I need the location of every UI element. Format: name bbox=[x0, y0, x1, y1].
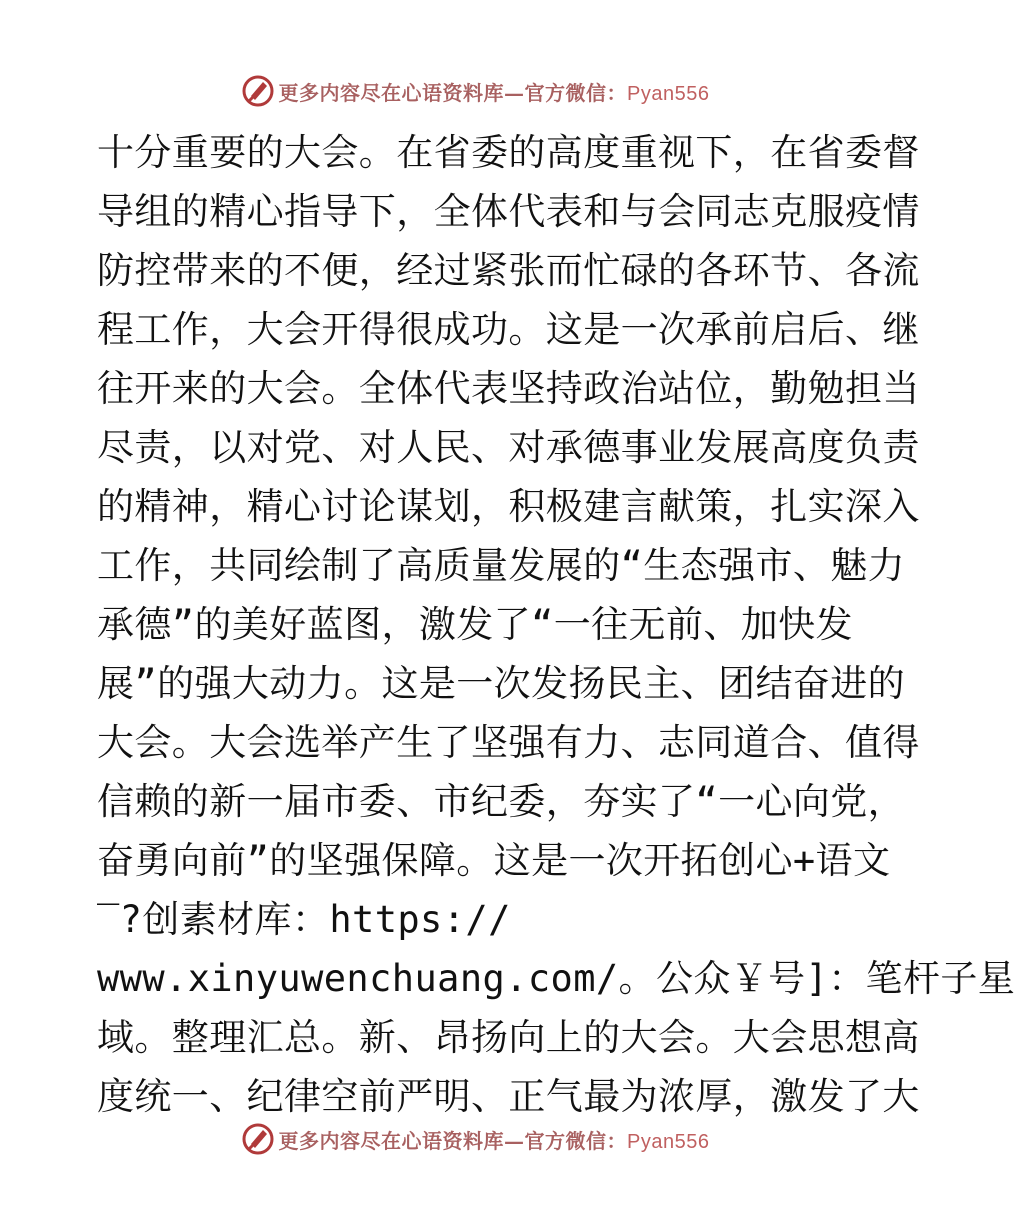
body-line: 十分重要的大会。在省委的高度重视下，在省委督 bbox=[97, 131, 920, 174]
header-banner-label: 更多内容尽在心语资料库—官方微信： bbox=[278, 80, 628, 105]
brand-logo-icon bbox=[241, 74, 275, 108]
body-line: 导组的精心指导下，全体代表和与会同志克服疫情 bbox=[97, 190, 920, 233]
footer-banner-label: 更多内容尽在心语资料库—官方微信： bbox=[278, 1128, 628, 1153]
footer-banner-text bbox=[279, 1125, 710, 1154]
body-line: 奋勇向前”的坚强保障。这是一次开拓创心+语文 bbox=[97, 839, 891, 882]
document-body bbox=[97, 123, 1015, 1126]
body-line: 往开来的大会。全体代表坚持政治站位，勤勉担当 bbox=[97, 367, 920, 410]
brand-logo-icon bbox=[241, 1122, 275, 1156]
body-line: 的精神，精心讨论谋划，积极建言献策，扎实深入 bbox=[97, 485, 920, 528]
body-line: 防控带来的不便，经过紧张而忙碌的各环节、各流 bbox=[97, 249, 920, 292]
body-line: 程工作，大会开得很成功。这是一次承前启后、继 bbox=[97, 308, 920, 351]
footer-wechat-id: Pyan556 bbox=[627, 1130, 710, 1153]
body-line: 承德”的美好蓝图，激发了“一往无前、加快发 bbox=[97, 603, 853, 646]
header-banner-text bbox=[279, 77, 710, 106]
header-banner bbox=[0, 71, 950, 111]
body-line: 展”的强大动力。这是一次发扬民主、团结奋进的 bbox=[97, 662, 906, 705]
body-line: 信赖的新一届市委、市纪委，夯实了“一心向党， bbox=[97, 780, 906, 823]
body-line: ‾?创素材库：https:// bbox=[97, 898, 511, 941]
header-wechat-id: Pyan556 bbox=[627, 82, 710, 105]
body-line: 大会。大会选举产生了坚强有力、志同道合、值得 bbox=[97, 721, 920, 764]
body-line: 域。整理汇总。新、昂扬向上的大会。大会思想高 bbox=[97, 1016, 920, 1059]
body-line: 尽责，以对党、对人民、对承德事业发展高度负责 bbox=[97, 426, 920, 469]
body-line: www.xinyuwenchuang.com/。公众￥号]：笔杆子星 bbox=[97, 957, 1015, 1000]
footer-banner bbox=[0, 1119, 950, 1159]
body-line: 工作，共同绘制了高质量发展的“生态强市、魅力 bbox=[97, 544, 906, 587]
body-line: 度统一、纪律空前严明、正气最为浓厚，激发了大 bbox=[97, 1075, 920, 1118]
